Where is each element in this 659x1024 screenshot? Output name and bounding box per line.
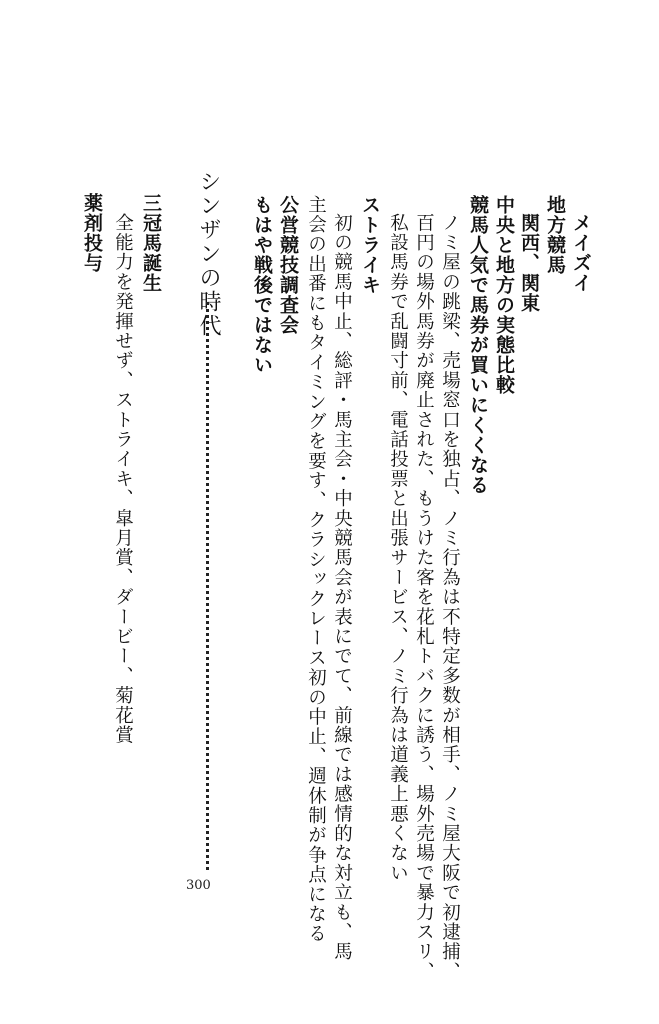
toc-entry-keiba-ninki: 競馬人気で馬券が買いにくくなる [467,195,489,495]
toc-entry-chihou-keiba: 地方競馬 [544,195,566,275]
toc-detail-nomiya-3: 私設馬券で乱闘寸前、電話投票と出張サービス、ノミ行為は道義上悪くない [387,213,409,883]
toc-entry-yakuzai: 薬剤投与 [81,193,103,273]
toc-entry-strike: ストライキ [359,195,381,295]
toc-leader-dots [206,302,209,870]
toc-detail-nomiya-2: 百円の場外馬券が廃止された、もうけた客を花札トバクに誘う、場外売場で暴力スリ、 [413,213,435,982]
chapter-title: シンザンの時代 [196,170,221,338]
toc-detail-strike-2: 主会の出番にもタイミングを要す、クラシックレース初の中止、週休制が争点になる [305,195,327,944]
toc-entry-sankanba: 三冠馬誕生 [140,193,162,293]
toc-detail-strike-1: 初の競馬中止、総評・馬主会・中央競馬会が表にでて、前線では感情的な対立も、馬 [331,213,353,962]
toc-entry-meizui: メイズイ [570,213,592,293]
chapter-page-number: 300 [186,878,211,893]
toc-detail-sankanba: 全能力を発揮せず、ストライキ、皐月賞、ダービー、菊花賞 [112,213,134,745]
toc-detail-nomiya-1: ノミ屋の跳梁、売場窓口を独占、ノミ行為は不特定多数が相手、ノミ屋大阪で初逮捕、 [439,213,461,982]
toc-entry-sengo: もはや戦後ではない [251,195,273,375]
toc-entry-koei-kyogi: 公営競技調査会 [277,195,299,335]
toc-entry-chuo-chihou: 中央と地方の実態比較 [493,195,515,395]
toc-entry-kansai-kanto: 関西、関東 [518,213,540,313]
